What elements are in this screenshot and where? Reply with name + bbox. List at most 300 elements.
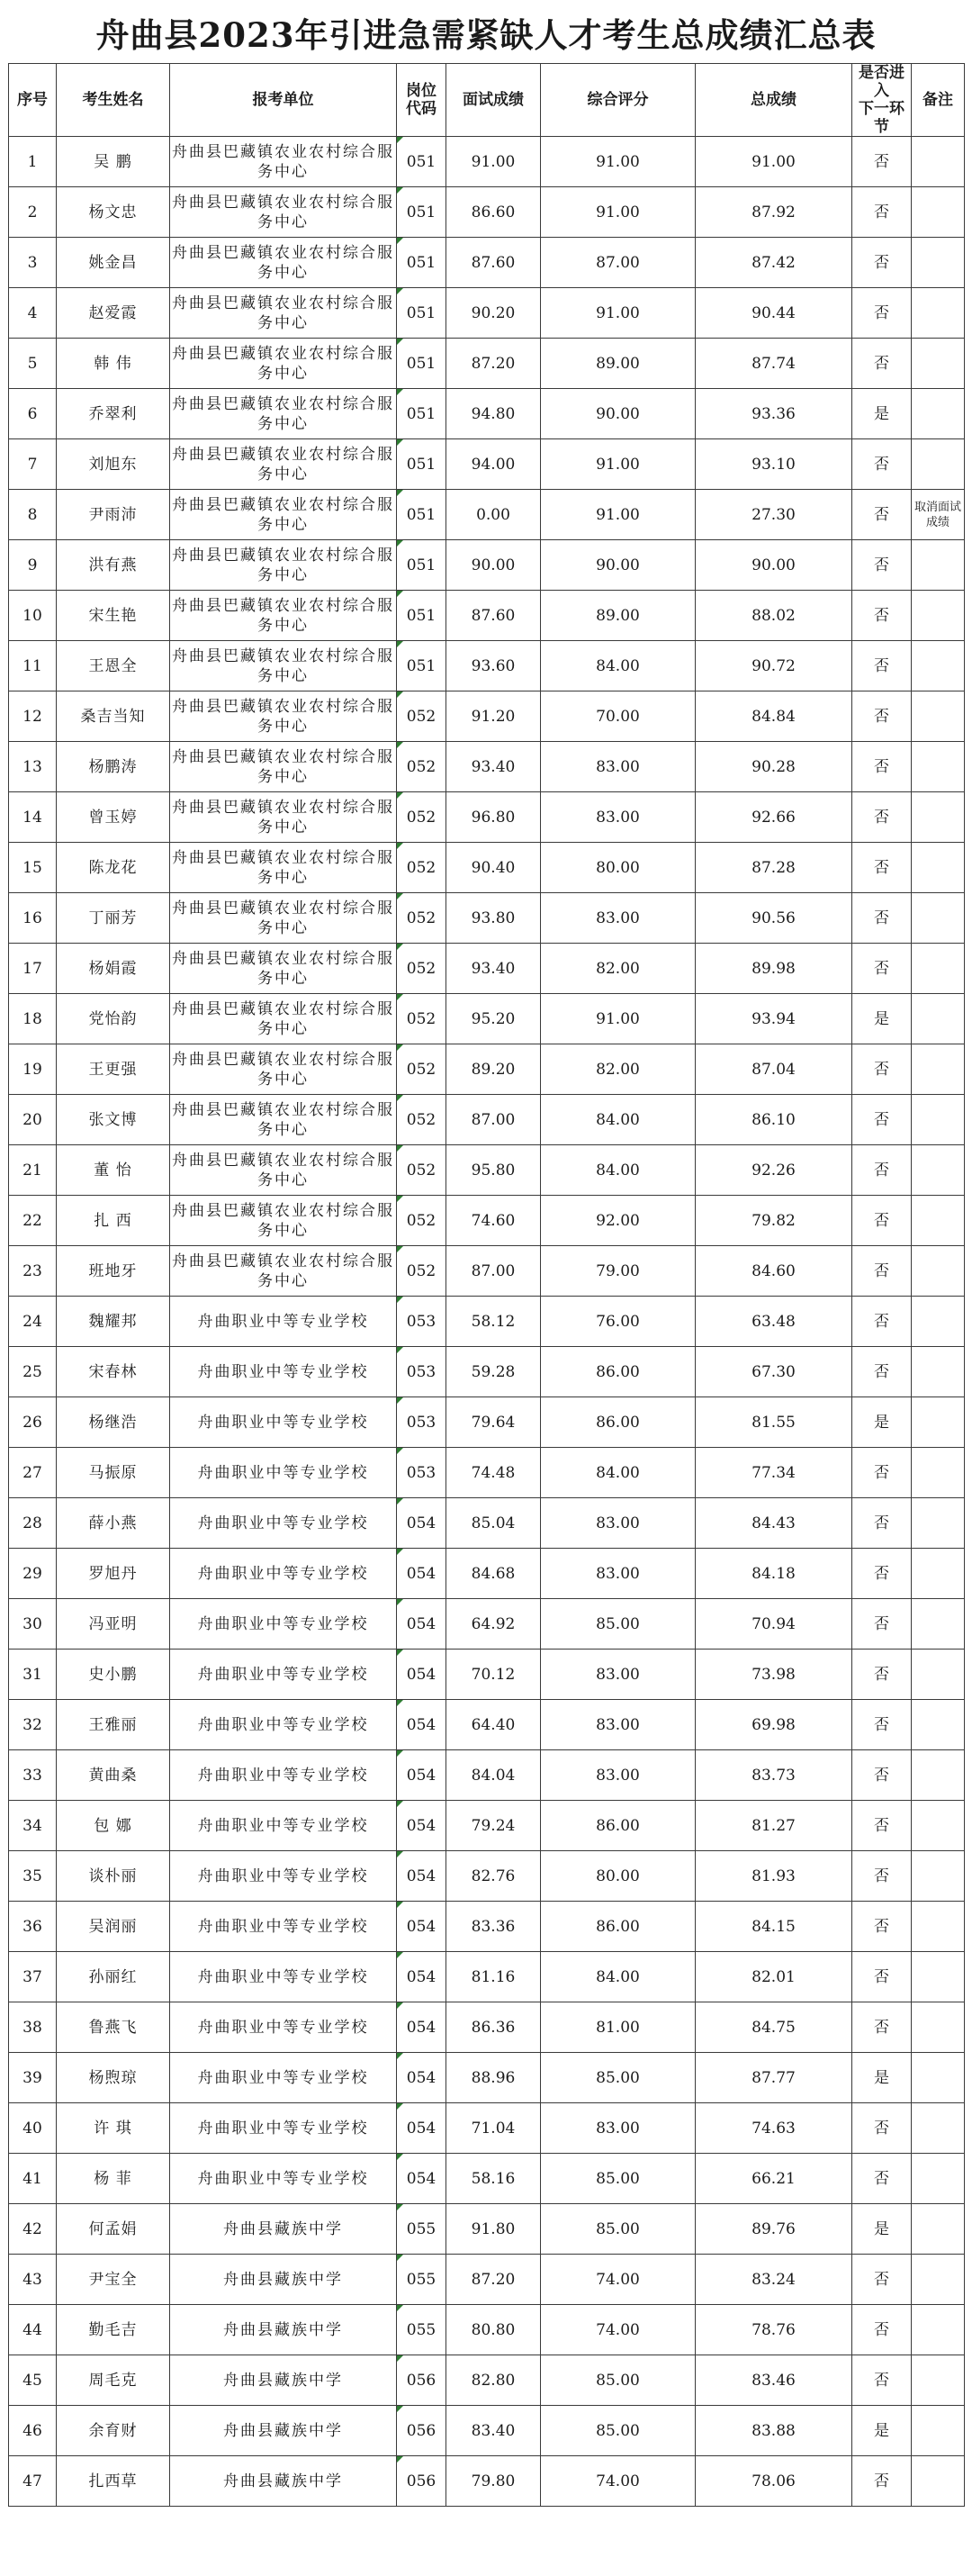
cell-note bbox=[912, 2002, 965, 2053]
cell-advance: 否 bbox=[852, 1599, 912, 1650]
cell-advance: 否 bbox=[852, 187, 912, 238]
cell-interview: 96.80 bbox=[446, 792, 541, 843]
cell-advance: 否 bbox=[852, 792, 912, 843]
cell-no: 8 bbox=[9, 490, 57, 540]
table-row bbox=[9, 792, 965, 843]
cell-unit: 舟曲县藏族中学 bbox=[170, 2456, 397, 2507]
cell-unit: 舟曲职业中等专业学校 bbox=[170, 1347, 397, 1397]
table-row bbox=[9, 1650, 965, 1700]
cell-name: 洪有燕 bbox=[57, 540, 170, 591]
cell-unit: 舟曲职业中等专业学校 bbox=[170, 1851, 397, 1902]
cell-advance: 否 bbox=[852, 1145, 912, 1196]
cell-interview: 90.20 bbox=[446, 288, 541, 339]
cell-advance: 否 bbox=[852, 1700, 912, 1750]
score-table bbox=[8, 63, 965, 2507]
table-row bbox=[9, 1297, 965, 1347]
cell-review: 82.00 bbox=[541, 1044, 696, 1095]
cell-interview: 95.80 bbox=[446, 1145, 541, 1196]
cell-total: 84.15 bbox=[696, 1902, 852, 1952]
cell-note bbox=[912, 288, 965, 339]
cell-code: 052 bbox=[397, 944, 446, 994]
cell-total: 92.66 bbox=[696, 792, 852, 843]
cell-name: 姚金昌 bbox=[57, 238, 170, 288]
cell-name: 尹雨沛 bbox=[57, 490, 170, 540]
cell-interview: 87.60 bbox=[446, 591, 541, 641]
cell-no: 41 bbox=[9, 2154, 57, 2204]
cell-name: 曾玉婷 bbox=[57, 792, 170, 843]
cell-code: 051 bbox=[397, 137, 446, 187]
cell-unit: 舟曲职业中等专业学校 bbox=[170, 2103, 397, 2154]
cell-code: 052 bbox=[397, 792, 446, 843]
cell-name: 余育财 bbox=[57, 2406, 170, 2456]
cell-interview: 90.40 bbox=[446, 843, 541, 893]
cell-name: 班地牙 bbox=[57, 1246, 170, 1297]
cell-code: 054 bbox=[397, 1650, 446, 1700]
cell-total: 87.42 bbox=[696, 238, 852, 288]
cell-no: 21 bbox=[9, 1145, 57, 1196]
table-row bbox=[9, 439, 965, 490]
table-row bbox=[9, 1044, 965, 1095]
cell-note bbox=[912, 2456, 965, 2507]
cell-name: 董 怡 bbox=[57, 1145, 170, 1196]
cell-review: 70.00 bbox=[541, 691, 696, 742]
cell-advance: 否 bbox=[852, 591, 912, 641]
cell-interview: 95.20 bbox=[446, 994, 541, 1044]
cell-interview: 64.92 bbox=[446, 1599, 541, 1650]
page-title: 舟曲县2023年引进急需紧缺人才考生总成绩汇总表 bbox=[95, 15, 877, 55]
cell-total: 93.94 bbox=[696, 994, 852, 1044]
cell-no: 31 bbox=[9, 1650, 57, 1700]
table-row bbox=[9, 1095, 965, 1145]
cell-code: 056 bbox=[397, 2355, 446, 2406]
cell-no: 28 bbox=[9, 1498, 57, 1549]
header-advance: 是否进入 下一环节 bbox=[852, 64, 912, 137]
cell-name: 宋生艳 bbox=[57, 591, 170, 641]
cell-total: 93.10 bbox=[696, 439, 852, 490]
cell-name: 杨娟霞 bbox=[57, 944, 170, 994]
cell-note bbox=[912, 2255, 965, 2305]
cell-note bbox=[912, 2103, 965, 2154]
cell-interview: 91.00 bbox=[446, 137, 541, 187]
cell-total: 69.98 bbox=[696, 1700, 852, 1750]
cell-unit: 舟曲职业中等专业学校 bbox=[170, 2053, 397, 2103]
cell-review: 85.00 bbox=[541, 2053, 696, 2103]
cell-note bbox=[912, 1347, 965, 1397]
cell-name: 魏耀邦 bbox=[57, 1297, 170, 1347]
cell-total: 87.77 bbox=[696, 2053, 852, 2103]
cell-code: 054 bbox=[397, 1902, 446, 1952]
header-code: 岗位 代码 bbox=[397, 64, 446, 137]
cell-unit: 舟曲县藏族中学 bbox=[170, 2355, 397, 2406]
cell-name: 周毛克 bbox=[57, 2355, 170, 2406]
cell-total: 92.26 bbox=[696, 1145, 852, 1196]
cell-note bbox=[912, 1851, 965, 1902]
cell-no: 27 bbox=[9, 1448, 57, 1498]
cell-no: 18 bbox=[9, 994, 57, 1044]
table-row bbox=[9, 288, 965, 339]
cell-interview: 79.24 bbox=[446, 1801, 541, 1851]
cell-name: 王雅丽 bbox=[57, 1700, 170, 1750]
cell-interview: 88.96 bbox=[446, 2053, 541, 2103]
cell-code: 051 bbox=[397, 591, 446, 641]
cell-total: 77.34 bbox=[696, 1448, 852, 1498]
table-row bbox=[9, 238, 965, 288]
table-row bbox=[9, 540, 965, 591]
cell-review: 85.00 bbox=[541, 1599, 696, 1650]
cell-code: 055 bbox=[397, 2305, 446, 2355]
cell-note bbox=[912, 540, 965, 591]
table-row bbox=[9, 1397, 965, 1448]
cell-review: 91.00 bbox=[541, 490, 696, 540]
table-row bbox=[9, 2053, 965, 2103]
cell-note bbox=[912, 1044, 965, 1095]
cell-no: 42 bbox=[9, 2204, 57, 2255]
cell-review: 85.00 bbox=[541, 2355, 696, 2406]
cell-code: 052 bbox=[397, 893, 446, 944]
cell-name: 史小鹏 bbox=[57, 1650, 170, 1700]
cell-advance: 否 bbox=[852, 288, 912, 339]
cell-review: 91.00 bbox=[541, 288, 696, 339]
table-row bbox=[9, 1498, 965, 1549]
cell-unit: 舟曲县藏族中学 bbox=[170, 2305, 397, 2355]
cell-code: 054 bbox=[397, 1952, 446, 2002]
cell-no: 4 bbox=[9, 288, 57, 339]
cell-total: 70.94 bbox=[696, 1599, 852, 1650]
table-row bbox=[9, 339, 965, 389]
table-row bbox=[9, 1347, 965, 1397]
cell-no: 13 bbox=[9, 742, 57, 792]
cell-note bbox=[912, 641, 965, 691]
cell-interview: 93.40 bbox=[446, 944, 541, 994]
cell-total: 83.88 bbox=[696, 2406, 852, 2456]
header-row bbox=[9, 64, 965, 137]
cell-total: 67.30 bbox=[696, 1347, 852, 1397]
header-unit: 报考单位 bbox=[170, 64, 397, 137]
cell-code: 051 bbox=[397, 288, 446, 339]
cell-note bbox=[912, 1397, 965, 1448]
cell-no: 33 bbox=[9, 1750, 57, 1801]
cell-note bbox=[912, 137, 965, 187]
cell-unit: 舟曲职业中等专业学校 bbox=[170, 1650, 397, 1700]
cell-no: 14 bbox=[9, 792, 57, 843]
cell-advance: 否 bbox=[852, 137, 912, 187]
table-row bbox=[9, 1700, 965, 1750]
cell-no: 34 bbox=[9, 1801, 57, 1851]
cell-name: 杨 菲 bbox=[57, 2154, 170, 2204]
cell-note bbox=[912, 439, 965, 490]
cell-name: 吴 鹏 bbox=[57, 137, 170, 187]
cell-no: 36 bbox=[9, 1902, 57, 1952]
cell-code: 052 bbox=[397, 1095, 446, 1145]
cell-advance: 否 bbox=[852, 439, 912, 490]
cell-no: 44 bbox=[9, 2305, 57, 2355]
cell-name: 何孟娟 bbox=[57, 2204, 170, 2255]
cell-total: 90.28 bbox=[696, 742, 852, 792]
table-row bbox=[9, 187, 965, 238]
cell-no: 35 bbox=[9, 1851, 57, 1902]
table-row bbox=[9, 1599, 965, 1650]
cell-review: 83.00 bbox=[541, 1750, 696, 1801]
cell-note bbox=[912, 1952, 965, 2002]
cell-name: 鲁燕飞 bbox=[57, 2002, 170, 2053]
cell-interview: 87.20 bbox=[446, 2255, 541, 2305]
cell-interview: 59.28 bbox=[446, 1347, 541, 1397]
cell-no: 17 bbox=[9, 944, 57, 994]
cell-name: 杨煦琼 bbox=[57, 2053, 170, 2103]
cell-total: 90.00 bbox=[696, 540, 852, 591]
cell-note bbox=[912, 2053, 965, 2103]
cell-interview: 74.60 bbox=[446, 1196, 541, 1246]
cell-unit: 舟曲职业中等专业学校 bbox=[170, 1448, 397, 1498]
cell-advance: 是 bbox=[852, 2053, 912, 2103]
cell-total: 90.44 bbox=[696, 288, 852, 339]
cell-unit: 舟曲职业中等专业学校 bbox=[170, 1750, 397, 1801]
cell-code: 054 bbox=[397, 1851, 446, 1902]
cell-unit: 舟曲县巴藏镇农业农村综合服务中心 bbox=[170, 288, 397, 339]
cell-no: 29 bbox=[9, 1549, 57, 1599]
cell-note bbox=[912, 1297, 965, 1347]
cell-total: 84.75 bbox=[696, 2002, 852, 2053]
cell-no: 16 bbox=[9, 893, 57, 944]
cell-code: 051 bbox=[397, 339, 446, 389]
cell-code: 055 bbox=[397, 2204, 446, 2255]
cell-unit: 舟曲职业中等专业学校 bbox=[170, 1952, 397, 2002]
cell-code: 054 bbox=[397, 1700, 446, 1750]
cell-total: 81.55 bbox=[696, 1397, 852, 1448]
cell-total: 84.60 bbox=[696, 1246, 852, 1297]
cell-advance: 否 bbox=[852, 2103, 912, 2154]
cell-unit: 舟曲县巴藏镇农业农村综合服务中心 bbox=[170, 944, 397, 994]
cell-no: 15 bbox=[9, 843, 57, 893]
cell-note bbox=[912, 1498, 965, 1549]
cell-review: 92.00 bbox=[541, 1196, 696, 1246]
cell-advance: 否 bbox=[852, 641, 912, 691]
cell-code: 056 bbox=[397, 2406, 446, 2456]
cell-unit: 舟曲县藏族中学 bbox=[170, 2255, 397, 2305]
cell-no: 32 bbox=[9, 1700, 57, 1750]
cell-total: 84.43 bbox=[696, 1498, 852, 1549]
cell-no: 1 bbox=[9, 137, 57, 187]
cell-interview: 91.20 bbox=[446, 691, 541, 742]
cell-interview: 84.68 bbox=[446, 1549, 541, 1599]
cell-code: 052 bbox=[397, 691, 446, 742]
cell-no: 38 bbox=[9, 2002, 57, 2053]
table-row bbox=[9, 490, 965, 540]
table-row bbox=[9, 2103, 965, 2154]
cell-code: 054 bbox=[397, 1801, 446, 1851]
cell-total: 83.24 bbox=[696, 2255, 852, 2305]
cell-advance: 否 bbox=[852, 1952, 912, 2002]
cell-total: 87.04 bbox=[696, 1044, 852, 1095]
cell-advance: 否 bbox=[852, 2355, 912, 2406]
cell-advance: 否 bbox=[852, 1347, 912, 1397]
cell-interview: 82.76 bbox=[446, 1851, 541, 1902]
cell-note bbox=[912, 792, 965, 843]
cell-note: 取消面试成绩 bbox=[912, 490, 965, 540]
cell-name: 宋春林 bbox=[57, 1347, 170, 1397]
table-row bbox=[9, 1851, 965, 1902]
cell-unit: 舟曲县藏族中学 bbox=[170, 2204, 397, 2255]
cell-note bbox=[912, 893, 965, 944]
cell-note bbox=[912, 2204, 965, 2255]
cell-no: 22 bbox=[9, 1196, 57, 1246]
cell-code: 054 bbox=[397, 1750, 446, 1801]
cell-review: 87.00 bbox=[541, 238, 696, 288]
cell-code: 054 bbox=[397, 2154, 446, 2204]
cell-review: 80.00 bbox=[541, 843, 696, 893]
cell-note bbox=[912, 1095, 965, 1145]
cell-interview: 80.80 bbox=[446, 2305, 541, 2355]
cell-review: 84.00 bbox=[541, 1095, 696, 1145]
cell-note bbox=[912, 1196, 965, 1246]
cell-review: 83.00 bbox=[541, 2103, 696, 2154]
cell-review: 86.00 bbox=[541, 1347, 696, 1397]
cell-review: 84.00 bbox=[541, 641, 696, 691]
cell-name: 罗旭丹 bbox=[57, 1549, 170, 1599]
cell-review: 83.00 bbox=[541, 1700, 696, 1750]
cell-total: 27.30 bbox=[696, 490, 852, 540]
cell-interview: 58.16 bbox=[446, 2154, 541, 2204]
cell-name: 勤毛吉 bbox=[57, 2305, 170, 2355]
cell-interview: 93.80 bbox=[446, 893, 541, 944]
cell-name: 谈朴丽 bbox=[57, 1851, 170, 1902]
table-row bbox=[9, 591, 965, 641]
cell-name: 张文博 bbox=[57, 1095, 170, 1145]
cell-review: 83.00 bbox=[541, 893, 696, 944]
cell-note bbox=[912, 1549, 965, 1599]
cell-total: 90.72 bbox=[696, 641, 852, 691]
cell-code: 054 bbox=[397, 1599, 446, 1650]
cell-advance: 否 bbox=[852, 2154, 912, 2204]
table-row bbox=[9, 893, 965, 944]
cell-no: 6 bbox=[9, 389, 57, 439]
cell-review: 91.00 bbox=[541, 439, 696, 490]
cell-total: 87.74 bbox=[696, 339, 852, 389]
cell-advance: 否 bbox=[852, 1297, 912, 1347]
cell-interview: 79.80 bbox=[446, 2456, 541, 2507]
cell-unit: 舟曲职业中等专业学校 bbox=[170, 1498, 397, 1549]
cell-unit: 舟曲县巴藏镇农业农村综合服务中心 bbox=[170, 994, 397, 1044]
cell-name: 冯亚明 bbox=[57, 1599, 170, 1650]
cell-advance: 是 bbox=[852, 994, 912, 1044]
cell-note bbox=[912, 1700, 965, 1750]
cell-unit: 舟曲职业中等专业学校 bbox=[170, 2002, 397, 2053]
cell-unit: 舟曲职业中等专业学校 bbox=[170, 1599, 397, 1650]
cell-note bbox=[912, 742, 965, 792]
cell-interview: 89.20 bbox=[446, 1044, 541, 1095]
cell-unit: 舟曲县巴藏镇农业农村综合服务中心 bbox=[170, 893, 397, 944]
cell-review: 74.00 bbox=[541, 2456, 696, 2507]
header-interview: 面试成绩 bbox=[446, 64, 541, 137]
cell-no: 9 bbox=[9, 540, 57, 591]
cell-unit: 舟曲县藏族中学 bbox=[170, 2406, 397, 2456]
cell-unit: 舟曲县巴藏镇农业农村综合服务中心 bbox=[170, 691, 397, 742]
cell-no: 10 bbox=[9, 591, 57, 641]
table-row bbox=[9, 1246, 965, 1297]
cell-no: 47 bbox=[9, 2456, 57, 2507]
cell-unit: 舟曲县巴藏镇农业农村综合服务中心 bbox=[170, 591, 397, 641]
header-no: 序号 bbox=[9, 64, 57, 137]
cell-unit: 舟曲县巴藏镇农业农村综合服务中心 bbox=[170, 792, 397, 843]
cell-code: 053 bbox=[397, 1448, 446, 1498]
table-row bbox=[9, 1750, 965, 1801]
table-row bbox=[9, 2204, 965, 2255]
cell-code: 054 bbox=[397, 2053, 446, 2103]
cell-total: 87.92 bbox=[696, 187, 852, 238]
cell-total: 66.21 bbox=[696, 2154, 852, 2204]
cell-code: 054 bbox=[397, 2002, 446, 2053]
cell-interview: 93.40 bbox=[446, 742, 541, 792]
cell-unit: 舟曲县巴藏镇农业农村综合服务中心 bbox=[170, 742, 397, 792]
cell-interview: 87.20 bbox=[446, 339, 541, 389]
cell-code: 052 bbox=[397, 1196, 446, 1246]
cell-interview: 79.64 bbox=[446, 1397, 541, 1448]
cell-total: 83.46 bbox=[696, 2355, 852, 2406]
cell-interview: 86.36 bbox=[446, 2002, 541, 2053]
cell-no: 25 bbox=[9, 1347, 57, 1397]
cell-interview: 90.00 bbox=[446, 540, 541, 591]
cell-name: 黄曲桑 bbox=[57, 1750, 170, 1801]
cell-review: 74.00 bbox=[541, 2255, 696, 2305]
table-row bbox=[9, 1196, 965, 1246]
cell-note bbox=[912, 187, 965, 238]
cell-advance: 否 bbox=[852, 1498, 912, 1549]
cell-note bbox=[912, 994, 965, 1044]
cell-interview: 94.00 bbox=[446, 439, 541, 490]
table-row bbox=[9, 1448, 965, 1498]
cell-note bbox=[912, 339, 965, 389]
cell-advance: 是 bbox=[852, 2204, 912, 2255]
table-row bbox=[9, 1952, 965, 2002]
cell-advance: 否 bbox=[852, 1044, 912, 1095]
cell-advance: 是 bbox=[852, 2406, 912, 2456]
cell-no: 46 bbox=[9, 2406, 57, 2456]
cell-total: 74.63 bbox=[696, 2103, 852, 2154]
header-note: 备注 bbox=[912, 64, 965, 137]
cell-advance: 否 bbox=[852, 2456, 912, 2507]
cell-note bbox=[912, 238, 965, 288]
cell-code: 052 bbox=[397, 742, 446, 792]
header-review: 综合评分 bbox=[541, 64, 696, 137]
cell-no: 43 bbox=[9, 2255, 57, 2305]
cell-code: 051 bbox=[397, 389, 446, 439]
cell-code: 051 bbox=[397, 490, 446, 540]
cell-interview: 0.00 bbox=[446, 490, 541, 540]
cell-interview: 74.48 bbox=[446, 1448, 541, 1498]
cell-code: 051 bbox=[397, 238, 446, 288]
cell-note bbox=[912, 2305, 965, 2355]
cell-interview: 70.12 bbox=[446, 1650, 541, 1700]
cell-code: 051 bbox=[397, 540, 446, 591]
cell-code: 052 bbox=[397, 1044, 446, 1095]
cell-interview: 91.80 bbox=[446, 2204, 541, 2255]
table-row bbox=[9, 2456, 965, 2507]
cell-advance: 否 bbox=[852, 691, 912, 742]
table-row bbox=[9, 2002, 965, 2053]
table-row bbox=[9, 691, 965, 742]
cell-total: 82.01 bbox=[696, 1952, 852, 2002]
cell-note bbox=[912, 2355, 965, 2406]
cell-code: 052 bbox=[397, 1145, 446, 1196]
cell-interview: 58.12 bbox=[446, 1297, 541, 1347]
cell-review: 90.00 bbox=[541, 389, 696, 439]
cell-name: 薛小燕 bbox=[57, 1498, 170, 1549]
cell-name: 刘旭东 bbox=[57, 439, 170, 490]
cell-review: 90.00 bbox=[541, 540, 696, 591]
cell-total: 81.93 bbox=[696, 1851, 852, 1902]
cell-review: 82.00 bbox=[541, 944, 696, 994]
cell-unit: 舟曲县巴藏镇农业农村综合服务中心 bbox=[170, 843, 397, 893]
